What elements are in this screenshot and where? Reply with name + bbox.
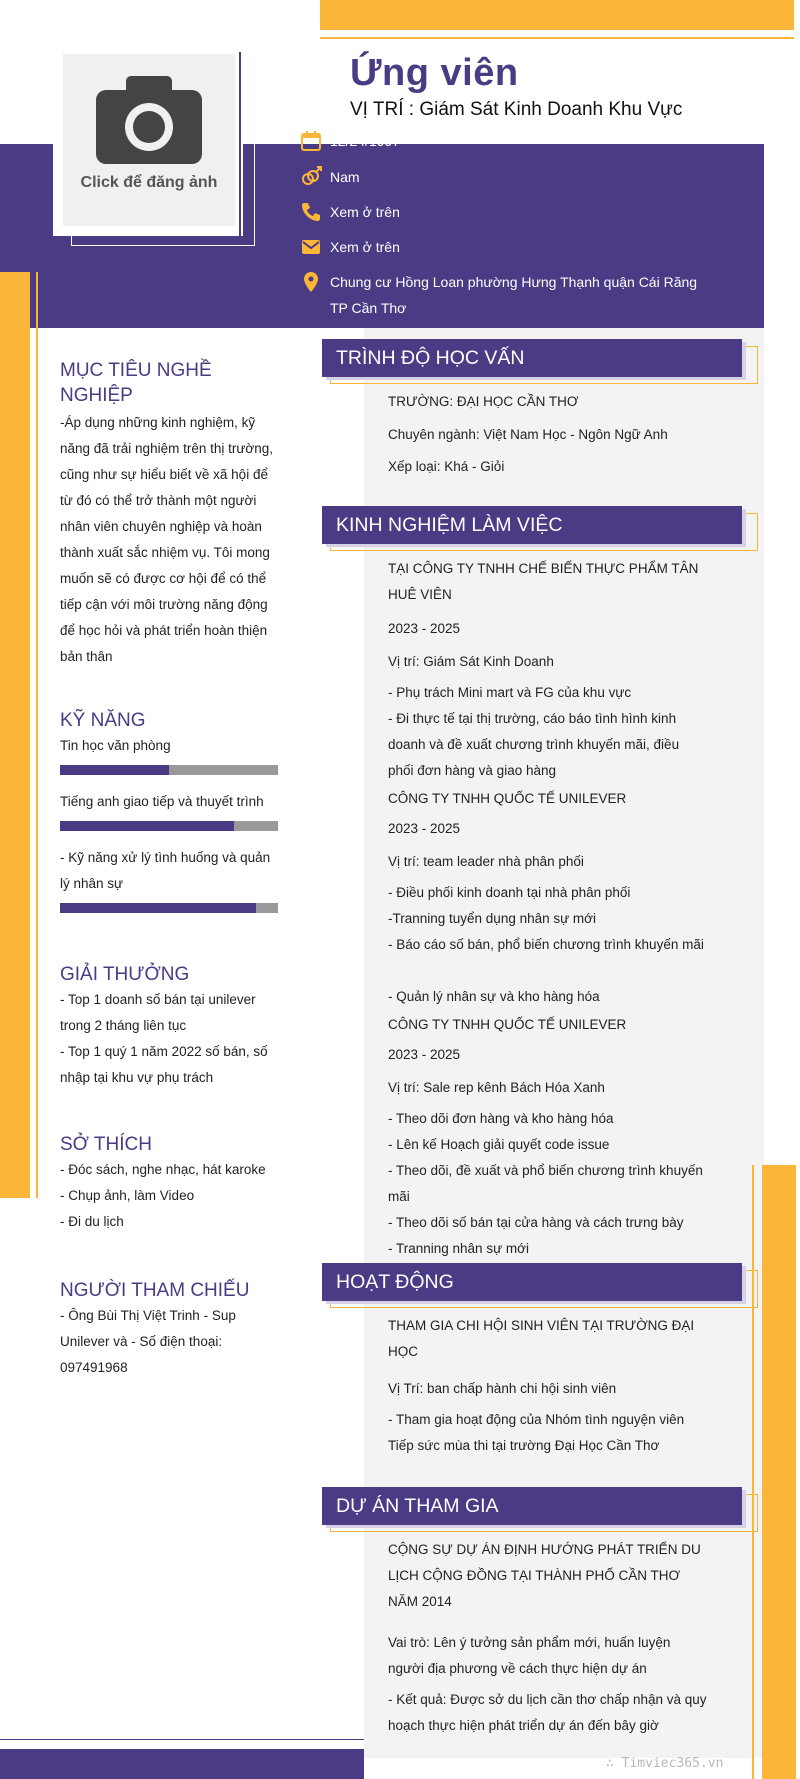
project-role: Vai trò: Lên ý tưởng sản phẩm mới, huấn luyện người địa phương về cách thực hiện dự án	[388, 1635, 671, 1676]
job-duty: -Tranning tuyển dụng nhân sự mới	[388, 911, 597, 926]
skill-bar-fill	[60, 765, 169, 775]
address-text: Chung cư Hồng Loan phường Hưng Thạnh quận Cái Răng TP Cần Thơ	[330, 274, 698, 316]
photo-frame-line	[239, 52, 241, 236]
skill-name: Tin học văn phòng	[60, 738, 171, 753]
bottom-purple-line	[0, 1739, 364, 1740]
job-duty: - Báo cáo số bán, phổ biến chương trình khuyến mãi	[388, 937, 704, 952]
job-duty: - Lên kế Hoạch giải quyết code issue	[388, 1137, 610, 1152]
skill-name: Tiếng anh giao tiếp và thuyết trình	[60, 794, 264, 809]
camera-icon	[63, 54, 235, 174]
top-orange-line	[320, 37, 794, 39]
objective-section	[60, 358, 280, 670]
left-orange-stripe	[0, 272, 30, 1198]
skill-bar	[60, 821, 278, 831]
activities-title: HOẠT ĐỘNG	[322, 1263, 742, 1301]
info-birthdate	[300, 128, 400, 154]
bottom-purple-band	[0, 1749, 364, 1779]
phone-icon	[300, 201, 322, 223]
job-company: CÔNG TY TNHH QUỐC TẾ UNILEVER	[388, 1017, 627, 1032]
skill-bar	[60, 903, 278, 913]
email-text: Xem ở trên	[330, 239, 400, 255]
hobby-line: - Đi du lịch	[60, 1214, 124, 1229]
email-icon	[300, 236, 322, 258]
job-role: Vị trí: Sale rep kênh Bách Hóa Xanh	[388, 1080, 605, 1095]
job-duty: - Theo dõi, đề xuất và phổ biến chương trình khuyến mãi	[388, 1163, 703, 1204]
skills-title: KỸ NĂNG	[60, 710, 146, 731]
info-email	[300, 234, 400, 260]
job-duty: - Theo dõi số bán tại cửa hàng và cách trưng bày	[388, 1215, 684, 1230]
right-orange-line	[752, 1165, 754, 1779]
award-line: - Top 1 quý 1 năm 2022 số bán, số nhập tại khu vự phụ trách	[60, 1044, 268, 1085]
award-line: - Top 1 doanh số bán tại unilever trong 2 tháng liên tục	[60, 992, 256, 1033]
job-duty: - Theo dõi đơn hàng và kho hàng hóa	[388, 1111, 614, 1126]
watermark-icon: ∴	[606, 1756, 622, 1771]
activity-desc: - Tham gia hoạt động của Nhóm tình nguyện viên Tiếp sức mùa thi tại trường Đại Học Cần Thơ	[388, 1412, 685, 1453]
hobbies-title: SỞ THÍCH	[60, 1134, 152, 1155]
objective-text: -Áp dụng những kinh nghiệm, kỹ năng đã trải nghiệm trên thị trường, cũng như sự hiểu biết về xã hội để từ đó có thể trở thành một người nhân viên chuyên nghiệp và hoàn thành xuất sắc nhiệm vụ. Tôi mong muốn sẽ có được cơ hội để có thể tiếp cận với môi trường năng động để học hỏi và phát triển hoàn thiện bản thân	[60, 415, 274, 664]
info-gender	[300, 164, 360, 190]
job-period: 2023 - 2025	[388, 821, 461, 836]
skill-item	[60, 789, 280, 831]
references-section	[60, 1278, 280, 1381]
gender-text: Nam	[330, 169, 360, 185]
job-role: Vị trí: team leader nhà phân phối	[388, 854, 584, 869]
references-text: - Ông Bùi Thị Việt Trinh - Sup Unilever và - Số điện thoại: 097491968	[60, 1308, 236, 1375]
job-company: CÔNG TY TNHH QUỐC TẾ UNILEVER	[388, 791, 627, 806]
project-name: CỘNG SỰ DỰ ÁN ĐỊNH HƯỚNG PHÁT TRIỂN DU LỊCH CỘNG ĐỒNG TẠI THÀNH PHỐ CẦN THƠ NĂM 2014	[388, 1542, 701, 1609]
right-orange-stripe	[762, 1165, 796, 1779]
activity-org: THAM GIA CHI HỘI SINH VIÊN TẠI TRƯỜNG ĐẠI HỌC	[388, 1318, 695, 1359]
projects-title: DỰ ÁN THAM GIA	[322, 1487, 742, 1525]
education-school: TRƯỜNG: ĐẠI HỌC CẦN THƠ	[388, 394, 579, 409]
job-duty: - Tranning nhân sự mới	[388, 1241, 529, 1256]
skills-section	[60, 708, 280, 913]
activity-role: Vị Trí: ban chấp hành chi hội sinh viên	[388, 1381, 617, 1396]
profile-photo-upload[interactable]	[63, 54, 235, 226]
candidate-name: Ứng viên	[350, 52, 519, 94]
experience-title: KINH NGHIỆM LÀM VIỆC	[322, 506, 742, 544]
photo-caption: Click để đăng ảnh	[80, 174, 218, 191]
hobby-line: - Chụp ảnh, làm Video	[60, 1188, 195, 1203]
top-orange-bar	[320, 0, 794, 30]
job-duty: - Đi thực tế tại thị trường, cáo báo tình hình kinh doanh và đề xuất chương trình khuyến mãi, điều phối đơn hàng và giao hàng	[388, 711, 680, 778]
gender-icon	[300, 166, 322, 188]
references-title: NGƯỜI THAM CHIẾU	[60, 1280, 250, 1301]
skill-item	[60, 845, 280, 913]
left-orange-line	[36, 272, 38, 1198]
awards-section	[60, 962, 280, 1091]
phone-text: Xem ở trên	[330, 204, 400, 220]
job-role: Vị trí: Giám Sát Kinh Doanh	[388, 654, 554, 669]
hobbies-section	[60, 1132, 280, 1235]
skill-bar	[60, 765, 278, 775]
job-duty: - Phụ trách Mini mart và FG của khu vực	[388, 685, 632, 700]
birthdate-text: 12/24/1997	[330, 133, 401, 149]
calendar-icon	[300, 130, 322, 152]
education-grade: Xếp loại: Khá - Giỏi	[388, 459, 505, 474]
education-title: TRÌNH ĐỘ HỌC VẤN	[322, 339, 742, 377]
skill-bar-fill	[60, 903, 256, 913]
education-major: Chuyên ngành: Việt Nam Học - Ngôn Ngữ Anh	[388, 427, 668, 442]
job-duty: - Quản lý nhân sự và kho hàng hóa	[388, 989, 600, 1004]
position-title: VỊ TRÍ : Giám Sát Kinh Doanh Khu Vực	[350, 99, 683, 120]
skill-name: - Kỹ năng xử lý tình huống và quản lý nhân sự	[60, 850, 271, 891]
project-result: - Kết quả: Được sở du lịch cần thơ chấp nhận và quy hoạch thực hiện phát triển dự án đến bây giờ	[388, 1692, 707, 1733]
job-company: TẠI CÔNG TY TNHH CHẾ BIẾN THỰC PHẨM TÂN HUÊ VIÊN	[388, 561, 699, 602]
job-duty: - Điều phối kinh doanh tại nhà phân phối	[388, 885, 631, 900]
title-block	[350, 52, 682, 121]
watermark-text: Timviec365.vn	[621, 1756, 724, 1771]
info-phone	[300, 199, 400, 225]
objective-title: MỤC TIÊU NGHỀ NGHIỆP	[60, 360, 212, 406]
hobby-line: - Đóc sách, nghe nhạc, hát karoke	[60, 1162, 266, 1177]
watermark	[606, 1756, 723, 1771]
awards-title: GIẢI THƯỞNG	[60, 964, 190, 985]
skill-item	[60, 733, 280, 775]
job-period: 2023 - 2025	[388, 621, 461, 636]
location-pin-icon	[300, 271, 322, 293]
job-period: 2023 - 2025	[388, 1047, 461, 1062]
skill-bar-fill	[60, 821, 234, 831]
info-address	[300, 269, 700, 321]
